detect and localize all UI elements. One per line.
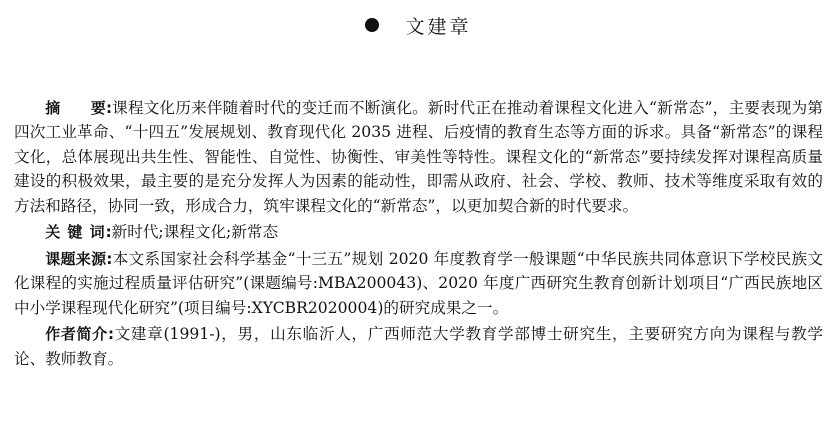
keywords-paragraph [14, 220, 823, 244]
abstract-label: 摘 要 [45, 99, 106, 117]
bullet-icon [365, 18, 379, 32]
author-bio-paragraph [14, 322, 823, 371]
keywords-colon: : [105, 223, 112, 242]
funding-paragraph [14, 247, 823, 320]
funding-label: 课题来源 [45, 249, 107, 268]
author-header [0, 10, 837, 40]
keywords-text: 新时代;课程文化;新常态 [111, 223, 279, 242]
abstract-paragraph [14, 96, 823, 218]
author-bio-label: 作者简介 [45, 325, 108, 344]
author-bio-text: 文建章(1991-)，男，山东临沂人，广西师范大学教育学部博士研究生，主要研究方向为课程与教学论、教师教育。 [14, 325, 823, 368]
author-bio-colon: : [107, 325, 114, 344]
funding-text: 本文系国家社会科学基金“十三五”规划 2020 年度教育学一般课题“中华民族共同体意识下学校民族文化课程的实施过程质量评估研究”(课题编号:MBA200043)、2020 年度广西研究生教育创新计划项目“广西民族地区中小学课程现代化研究”(项目编号:XYCBR2020004)的研究成果之一。 [14, 249, 823, 317]
author-name: 文建章 [405, 15, 472, 38]
abstract-text: 课程文化历来伴随着时代的变迁而不断演化。新时代正在推动着课程文化进入“新常态”，主要表现为第四次工业革命、“十四五”发展规划、教育现代化 2035 进程、后疫情的教育生态等方面的诉求。具备“新常态”的课程文化，总体展现出共生性、智能性、自觉性、协衡性、审美性等特性。课程文化的“新常态”要持续发挥对课程高质量建设的积极效果，最主要的是充分发挥人为因素的能动性，即需从政府、社会、学校、教师、技术等维度采取有效的方法和路径，协同一致，形成合力，筑牢课程文化的“新常态”，以更加契合新的时代要求。 [14, 99, 823, 215]
abstract-colon: : [105, 99, 112, 117]
funding-colon: : [106, 249, 113, 268]
article-front-matter [14, 96, 823, 373]
keywords-label: 关 键 词 [45, 223, 106, 242]
